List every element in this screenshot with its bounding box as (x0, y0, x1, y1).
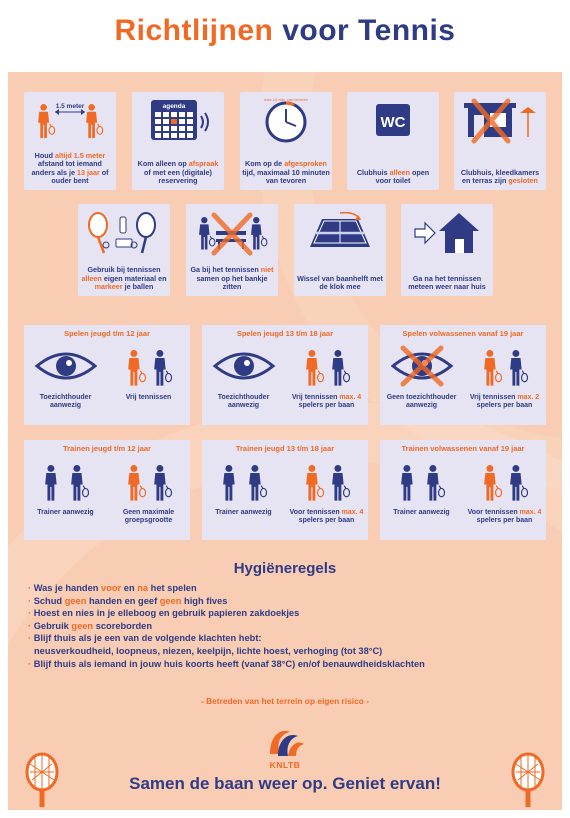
play-rules-card (380, 325, 546, 425)
guidelines-panel (8, 72, 562, 810)
caption-text: spelers per baan (298, 517, 355, 525)
caption-text: Ga bij het tennissen (190, 265, 261, 275)
players-icon (285, 345, 368, 387)
caption-text: Toezichthouder aanwezig (217, 394, 270, 410)
tennis-racket-icon (22, 752, 62, 808)
hygiene-rules-list (28, 582, 558, 670)
caption-text: Kom op de (245, 159, 285, 169)
caption-text: Voor tennissen (289, 509, 342, 516)
bullet: · (28, 633, 34, 644)
caption-text: en (121, 583, 138, 593)
no-bench-icon (186, 210, 278, 256)
page-title (0, 14, 570, 48)
hygiene-title: Hygiëneregels (233, 560, 337, 577)
caption-text: Blijf thuis als je een van de volgende klachten hebt: (33, 633, 262, 644)
play-rules-card (202, 325, 368, 425)
card-caption (26, 152, 114, 186)
highlight-text: geen (159, 595, 182, 606)
rule-label (382, 509, 461, 517)
caption-text: Toezichthouder aanwezig (39, 394, 92, 410)
training-rules-card (24, 440, 190, 540)
caption-text: Blijf thuis als iemand in jouw huis koorts heeft (vanaf 38°C) en/of benauwdheidsklachten (33, 658, 425, 669)
rule-label (26, 394, 105, 411)
caption-text: Houd (34, 150, 55, 160)
caption-text: of ouder bent (51, 167, 109, 186)
rule-label (465, 394, 544, 411)
guideline-card (186, 204, 278, 296)
wc-label: WC (380, 114, 406, 131)
caption-text: spelers per baan (476, 517, 533, 525)
caption-text: Voor tennissen (467, 509, 520, 516)
caption-text: Trainer aanwezig (215, 509, 272, 516)
caption-text: Clubhuis (356, 167, 390, 177)
highlight-text: alleen (389, 167, 410, 177)
caption-text: spelers per baan (298, 402, 355, 410)
own-material-icon (78, 210, 170, 256)
caption-text: Schud (33, 595, 65, 606)
card-caption (134, 160, 222, 186)
rule-label (204, 394, 283, 411)
bullet: · (28, 658, 34, 669)
guideline-card (454, 92, 546, 190)
caption-text: high fives (181, 595, 228, 606)
left-rule (202, 339, 285, 425)
clubhouse-closed-icon (454, 98, 546, 144)
bullet: · (28, 595, 34, 606)
tennis-racket-icon (508, 752, 548, 808)
knltb-logo-text: KNLTB (269, 760, 301, 770)
hygiene-rule (28, 595, 558, 608)
title-part2: voor Tennis (282, 14, 456, 47)
bullet: · (28, 608, 34, 619)
distance-icon (24, 98, 116, 144)
card-header: Trainen jeugd 13 t/m 18 jaar (235, 444, 335, 453)
caption-text: Hoest en nies in je elleboog en gebruik papieren zakdoekjes (33, 608, 300, 619)
eye-icon (24, 345, 107, 387)
highlight-text: markeer (94, 282, 123, 292)
rule-label (287, 394, 366, 411)
hygiene-rule (28, 582, 558, 595)
caption-text: Vrij tennissen (469, 394, 518, 401)
bullet: · (28, 583, 34, 593)
caption-text: afstand tot iemand anders als je (31, 159, 102, 177)
hygiene-rule-continuation: neusverkoudheid, loopneus, niezen, keelpijn, lichte hoest, verhoging (tot 38°C) (34, 645, 383, 656)
caption-text: Was je handen (33, 583, 102, 593)
highlight-text: afgesproken (284, 159, 327, 169)
caption-text: scoreborden (93, 620, 153, 631)
players-icon (463, 345, 546, 387)
players-icon (463, 460, 546, 502)
highlight-text: 1.5 meter (73, 150, 106, 160)
left-rule (380, 454, 463, 540)
highlight-text: gesloten (508, 176, 538, 186)
caption-text: Trainer aanwezig (37, 509, 94, 516)
caption-text: spelers per baan (476, 402, 533, 410)
highlight-text: max. 2 (517, 394, 540, 401)
play-rules-card (24, 325, 190, 425)
highlight-text: afspraak (188, 159, 219, 169)
right-rule (463, 339, 546, 425)
bullet: · (28, 620, 34, 631)
card-header: Trainen volwassenen vanaf 19 jaar (401, 444, 525, 453)
caption-text: Ga na het tennissen meteen weer naar huis (408, 273, 486, 292)
training-rules-card (202, 440, 368, 540)
guideline-card (240, 92, 332, 190)
caption-text: of met een (digitale) reservering (144, 167, 212, 186)
guideline-card (294, 204, 386, 296)
card-caption (403, 275, 491, 292)
left-rule (24, 454, 107, 540)
players-icon (107, 345, 190, 387)
card-caption (456, 169, 544, 186)
left-rule (24, 339, 107, 425)
right-rule (107, 454, 190, 540)
guideline-card (132, 92, 224, 190)
card-header: Spelen volwassenen vanaf 19 jaar (402, 329, 524, 338)
hygiene-rule (28, 632, 558, 645)
hygiene-rule (28, 607, 558, 620)
calendar-label: agenda (162, 103, 186, 110)
hygiene-rule (28, 620, 558, 633)
card-caption (242, 160, 330, 186)
highlight-text: na (137, 583, 149, 593)
caption-text: Kom alleen op (137, 159, 189, 169)
footer-slogan: Samen de baan weer op. Geniet ervan! (129, 774, 441, 793)
clock-icon (240, 98, 332, 144)
caption-text: handen en geef (86, 595, 160, 606)
left-rule (202, 454, 285, 540)
guideline-card (24, 92, 116, 190)
guideline-card (401, 204, 493, 296)
card-header: Trainen jeugd t/m 12 jaar (63, 444, 151, 453)
card-caption (80, 266, 168, 292)
trainer-icon (380, 460, 463, 502)
eye-icon (380, 345, 463, 387)
caption-text: Wissel van baanhelft met de klok mee (297, 273, 383, 292)
highlight-text: max. 4 (341, 509, 364, 516)
caption-text: Vrij tennissen (125, 394, 172, 401)
wc-icon (347, 98, 439, 144)
caption-text: Trainer aanwezig (393, 509, 450, 516)
guideline-card (347, 92, 439, 190)
calendar-icon (132, 98, 224, 144)
rule-label (382, 394, 461, 411)
caption-text: het spelen (148, 583, 197, 593)
card-header: Spelen jeugd t/m 12 jaar (64, 329, 150, 338)
training-rules-card (380, 440, 546, 540)
highlight-text: alleen (81, 273, 102, 283)
card-header: Spelen jeugd 13 t/m 18 jaar (236, 329, 334, 338)
card-caption (188, 266, 276, 292)
highlight-text: voor (101, 583, 122, 593)
highlight-text: geen (64, 595, 87, 606)
caption-text: tijd, maximaal 10 minuten van tevoren (242, 167, 330, 186)
rule-label (204, 509, 283, 517)
caption-text: samen op het bankje zitten (196, 273, 268, 292)
players-icon (107, 460, 190, 502)
caption-text: Clubhuis, kleedkamers en terras zijn (460, 167, 540, 186)
court-icon (294, 210, 386, 256)
highlight-text: max. 4 (339, 394, 362, 401)
highlight-text: niet (260, 265, 274, 275)
trainer-icon (202, 460, 285, 502)
title-part1: Richtlijnen (114, 14, 274, 47)
distance-label: 1.5 meter (55, 103, 85, 110)
right-rule (107, 339, 190, 425)
caption-text: eigen materiaal en (101, 273, 167, 283)
caption-text: je ballen (122, 282, 154, 292)
caption-text: Vrij tennissen (291, 394, 340, 401)
hygiene-rule (28, 658, 558, 671)
left-rule (380, 339, 463, 425)
highlight-text: 13 jaar (76, 167, 100, 177)
card-caption (349, 169, 437, 186)
clock-label: max 10 min. van tevoren (264, 97, 308, 102)
rule-label (465, 509, 544, 526)
rule-label (109, 509, 188, 526)
highlight-text: max. 4 (519, 509, 542, 516)
card-caption (296, 275, 384, 292)
caption-text: open voor toilet (375, 167, 430, 186)
trainer-icon (24, 460, 107, 502)
highlight-text: altijd (55, 150, 72, 160)
right-rule (463, 454, 546, 540)
caption-text: Gebruik (33, 620, 72, 631)
right-rule (285, 339, 368, 425)
rule-label (26, 509, 105, 517)
caption-text: Gebruik bij tennissen (87, 265, 161, 275)
rule-label (109, 394, 188, 402)
go-home-icon (401, 210, 493, 256)
highlight-text: geen (71, 620, 94, 631)
rule-label (287, 509, 366, 526)
guideline-card (78, 204, 170, 296)
caption-text: Geen toezichthouder aanwezig (386, 394, 457, 410)
risk-notice: - Betreden van het terrein op eigen risico - (200, 696, 369, 706)
caption-text: Geen maximale groepsgrootte (122, 509, 175, 525)
players-icon (285, 460, 368, 502)
eye-icon (202, 345, 285, 387)
right-rule (285, 454, 368, 540)
